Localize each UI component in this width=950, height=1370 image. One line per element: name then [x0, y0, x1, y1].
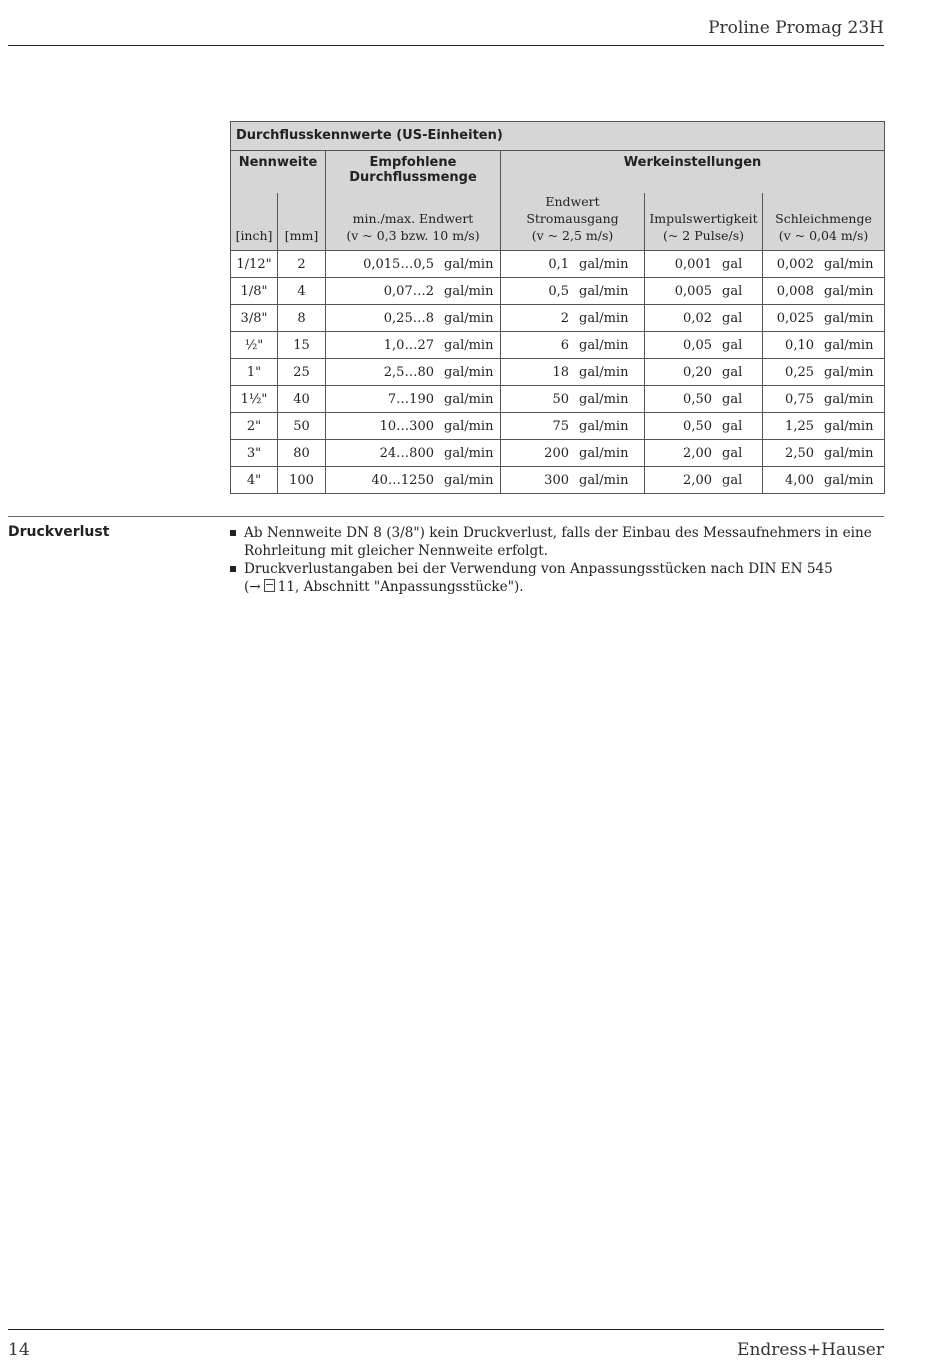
cell-impuls-value: 0,001: [674, 256, 712, 272]
cell-range-unit: gal/min: [444, 310, 494, 326]
cell-range: [326, 467, 501, 494]
cell-strom: [501, 386, 645, 413]
cell-schleich-value: 4,00: [785, 472, 814, 488]
table-row: [231, 413, 885, 440]
cell-schleich: [763, 440, 885, 467]
header-minmax-line2: (v ~ 0,3 bzw. 10 m/s): [346, 228, 480, 243]
cell-impuls-unit: gal: [722, 418, 743, 434]
cell-mm: 100: [278, 467, 326, 494]
cell-strom-value: 6: [560, 337, 569, 353]
cell-strom-unit: gal/min: [579, 283, 629, 299]
cell-strom-unit: gal/min: [579, 364, 629, 380]
cell-strom: [501, 278, 645, 305]
cell-inch: 1/8": [231, 278, 278, 305]
cell-strom-value: 50: [552, 391, 569, 407]
cell-schleich-unit: gal/min: [824, 418, 874, 434]
cell-impuls: [645, 359, 763, 386]
header-schleich-line2: (v ~ 0,04 m/s): [778, 228, 869, 243]
cell-inch: ½": [231, 332, 278, 359]
cell-impuls-unit: gal: [722, 364, 743, 380]
cell-impuls: [645, 467, 763, 494]
cell-schleich-value: 0,25: [785, 364, 814, 380]
header-schleich-line1: Schleichmenge: [775, 211, 872, 226]
cell-impuls-value: 0,50: [683, 391, 712, 407]
table-title: Durchflusskennwerte (US-Einheiten): [231, 122, 885, 151]
cell-impuls-value: 2,00: [683, 445, 712, 461]
cell-schleich: [763, 386, 885, 413]
header-minmax: [326, 193, 501, 251]
cell-impuls-value: 0,20: [683, 364, 712, 380]
cell-strom-unit: gal/min: [579, 337, 629, 353]
cell-impuls: [645, 251, 763, 278]
header-empfohlene: Empfohlene Durchflussmenge: [326, 151, 501, 194]
header-minmax-line1: min./max. Endwert: [352, 211, 474, 226]
section-label-druckverlust: Druckverlust: [8, 524, 110, 540]
cell-strom: [501, 413, 645, 440]
cell-impuls-value: 0,50: [683, 418, 712, 434]
cell-strom-unit: gal/min: [579, 472, 629, 488]
cell-range-value: 1,0…27: [383, 337, 434, 353]
cell-impuls: [645, 305, 763, 332]
cell-range: [326, 305, 501, 332]
header-inch: [inch]: [231, 193, 278, 251]
cell-range-unit: gal/min: [444, 391, 494, 407]
cell-range-unit: gal/min: [444, 472, 494, 488]
header-nennweite: Nennweite: [231, 151, 326, 194]
footer-rule: [8, 1329, 884, 1330]
cell-inch: 1/12": [231, 251, 278, 278]
bullet-ref-suffix: 11, Abschnitt "Anpassungsstücke").: [277, 579, 524, 595]
header-impuls-line2: (~ 2 Pulse/s): [662, 228, 745, 243]
cell-range-unit: gal/min: [444, 445, 494, 461]
cell-schleich-unit: gal/min: [824, 283, 874, 299]
cell-range-value: 2,5…80: [383, 364, 434, 380]
bullet-square-icon: [230, 566, 236, 572]
header-rule: [8, 45, 884, 46]
table-row: [231, 359, 885, 386]
cell-range-value: 0,25…8: [383, 310, 434, 326]
cell-impuls-value: 0,005: [674, 283, 712, 299]
cell-impuls-unit: gal: [722, 310, 743, 326]
cell-strom: [501, 359, 645, 386]
cell-mm: 2: [278, 251, 326, 278]
cell-strom: [501, 467, 645, 494]
cell-impuls: [645, 332, 763, 359]
cell-impuls: [645, 440, 763, 467]
cell-range-value: 40…1250: [371, 472, 434, 488]
cell-strom-unit: gal/min: [579, 445, 629, 461]
cell-schleich-value: 0,008: [776, 283, 814, 299]
cell-range-unit: gal/min: [444, 337, 494, 353]
table-body: [231, 251, 885, 494]
cell-schleich-unit: gal/min: [824, 256, 874, 272]
cell-strom-unit: gal/min: [579, 418, 629, 434]
cell-range: [326, 440, 501, 467]
table-row: [231, 278, 885, 305]
cell-strom-value: 75: [552, 418, 569, 434]
cell-impuls: [645, 278, 763, 305]
bullet-text-1: Ab Nennweite DN 8 (3/8") kein Druckverlust, falls der Einbau des Messaufnehmers in eine Rohrleitung mit gleicher Nennweite erfolgt.: [244, 525, 872, 559]
cell-schleich-unit: gal/min: [824, 337, 874, 353]
cell-range-value: 24…800: [379, 445, 434, 461]
cell-schleich-value: 0,10: [785, 337, 814, 353]
cell-mm: 50: [278, 413, 326, 440]
cell-schleich-unit: gal/min: [824, 445, 874, 461]
cell-schleich-value: 1,25: [785, 418, 814, 434]
cell-inch: 4": [231, 467, 278, 494]
cell-schleich-value: 2,50: [785, 445, 814, 461]
cell-schleich: [763, 305, 885, 332]
cell-strom-unit: gal/min: [579, 310, 629, 326]
cell-schleich-unit: gal/min: [824, 472, 874, 488]
cell-strom-value: 300: [544, 472, 569, 488]
page-number: 14: [8, 1340, 30, 1360]
footer-brand: Endress+Hauser: [737, 1340, 884, 1360]
cell-schleich-unit: gal/min: [824, 310, 874, 326]
header-schleichmenge: [763, 193, 885, 251]
cell-range: [326, 359, 501, 386]
cell-strom-value: 200: [544, 445, 569, 461]
cell-schleich-value: 0,025: [776, 310, 814, 326]
cell-schleich: [763, 332, 885, 359]
cell-range-unit: gal/min: [444, 256, 494, 272]
cell-impuls-unit: gal: [722, 445, 743, 461]
cell-mm: 25: [278, 359, 326, 386]
cell-impuls: [645, 413, 763, 440]
cell-mm: 4: [278, 278, 326, 305]
cell-mm: 8: [278, 305, 326, 332]
header-werkeinstellungen: Werkeinstellungen: [501, 151, 885, 194]
cell-range-unit: gal/min: [444, 364, 494, 380]
cell-inch: 1": [231, 359, 278, 386]
table-row: [231, 251, 885, 278]
header-stromausgang: [501, 193, 645, 251]
cell-range: [326, 413, 501, 440]
cell-schleich-unit: gal/min: [824, 364, 874, 380]
cell-range-value: 0,07…2: [383, 283, 434, 299]
cell-inch: 2": [231, 413, 278, 440]
cell-schleich: [763, 359, 885, 386]
cell-range: [326, 386, 501, 413]
cell-range: [326, 278, 501, 305]
cell-schleich: [763, 251, 885, 278]
cell-range: [326, 332, 501, 359]
cell-inch: 3/8": [231, 305, 278, 332]
document-title: Proline Promag 23H: [708, 18, 884, 38]
cell-impuls-unit: gal: [722, 283, 743, 299]
bullet-ref-prefix: (→: [244, 579, 261, 595]
cell-impuls-unit: gal: [722, 391, 743, 407]
table-row: [231, 332, 885, 359]
cell-strom-value: 0,1: [548, 256, 569, 272]
cell-range-unit: gal/min: [444, 418, 494, 434]
cell-schleich: [763, 413, 885, 440]
cell-impuls-unit: gal: [722, 337, 743, 353]
header-strom-line1: Endwert Stromausgang: [526, 194, 619, 226]
table-row: [231, 440, 885, 467]
page-reference-icon: [264, 579, 275, 592]
cell-inch: 3": [231, 440, 278, 467]
cell-strom: [501, 305, 645, 332]
section-rule: [8, 516, 884, 517]
cell-mm: 40: [278, 386, 326, 413]
cell-range-unit: gal/min: [444, 283, 494, 299]
header-strom-line2: (v ~ 2,5 m/s): [531, 228, 614, 243]
cell-strom-unit: gal/min: [579, 256, 629, 272]
bullet-square-icon: [230, 530, 236, 536]
cell-impuls-unit: gal: [722, 472, 743, 488]
header-impulswertigkeit: [645, 193, 763, 251]
table-row: [231, 305, 885, 332]
cell-range-value: 0,015…0,5: [363, 256, 434, 272]
cell-strom: [501, 332, 645, 359]
cell-schleich: [763, 467, 885, 494]
cell-schleich-unit: gal/min: [824, 391, 874, 407]
cell-strom-value: 2: [560, 310, 569, 326]
table-row: [231, 467, 885, 494]
cell-strom-value: 0,5: [548, 283, 569, 299]
cell-impuls-value: 0,05: [683, 337, 712, 353]
cell-impuls: [645, 386, 763, 413]
cell-strom-unit: gal/min: [579, 391, 629, 407]
cell-schleich: [763, 278, 885, 305]
cell-strom: [501, 440, 645, 467]
bullet-item: [230, 524, 886, 560]
cell-strom-value: 18: [552, 364, 569, 380]
bullet-text-2: Druckverlustangaben bei der Verwendung von Anpassungsstücken nach DIN EN 545: [244, 561, 833, 577]
cell-range-value: 10…300: [379, 418, 434, 434]
bullet-item: [230, 560, 886, 596]
table-row: [231, 386, 885, 413]
cell-mm: 80: [278, 440, 326, 467]
cell-inch: 1½": [231, 386, 278, 413]
flow-characteristics-table: [230, 121, 885, 494]
cell-strom: [501, 251, 645, 278]
cell-range: [326, 251, 501, 278]
cell-schleich-value: 0,75: [785, 391, 814, 407]
header-impuls-line1: Impulswertigkeit: [649, 211, 758, 226]
cell-impuls-value: 0,02: [683, 310, 712, 326]
cell-impuls-value: 2,00: [683, 472, 712, 488]
cell-schleich-value: 0,002: [776, 256, 814, 272]
druckverlust-bullet-list: [230, 524, 886, 596]
cell-mm: 15: [278, 332, 326, 359]
header-mm: [mm]: [278, 193, 326, 251]
cell-impuls-unit: gal: [722, 256, 743, 272]
cell-range-value: 7…190: [387, 391, 434, 407]
